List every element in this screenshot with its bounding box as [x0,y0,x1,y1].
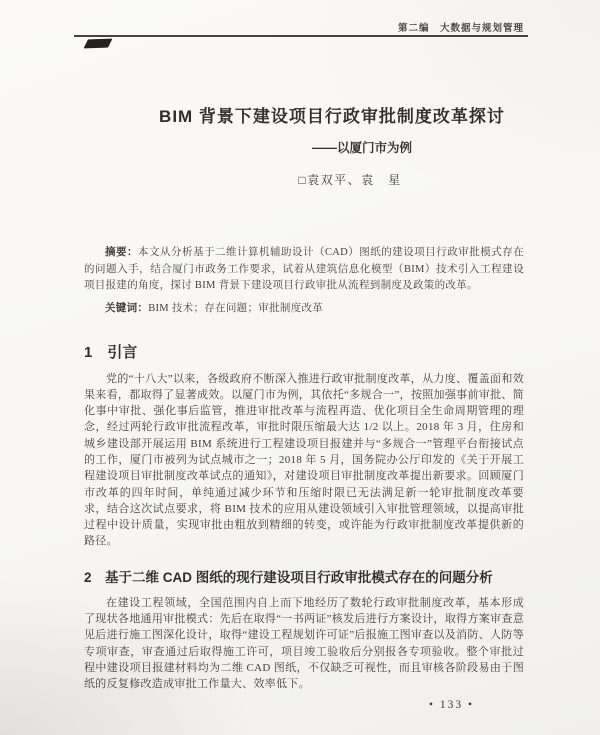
keywords-text: BIM 技术；存在问题；审批制度改革 [148,302,324,314]
article-title: BIM 背景下建设项目行政审批制度改革探讨 [159,107,505,126]
keywords-label: 关键词： [105,301,149,314]
article-subtitle: ——以厦门市为例 [311,141,412,155]
section-heading-problem-analysis: 2 基于二维 CAD 图纸的现行建设项目行政审批模式存在的问题分析 [84,569,493,585]
section-2-paragraph: 在建设工程领域，全国范围内自上而下地经历了数轮行政审批制度改革，基本形成了现状各地通用审批模式：先后在取得“一书两证”核发后进行方案设计，取得方案审查意见后进行施工图深化设计，取得“建设工程规划许可证”后报施工图审查以及消防、人防等专项审查，审查通过后取得施工许可，项目竣工验收后分别报各专项验收。整个审批过程中建设项目报建材料均为二维 CAD 图纸，不仅缺乏可视性，而且审核各阶段易由于图纸的反复修改造成审批工作量大、效率低下。 [84,596,524,691]
abstract-label: 摘要： [105,246,138,258]
article-content [84,0,524,735]
section-heading-introduction: 1 引言 [84,343,138,361]
page-number: • 133 • [428,699,474,711]
keywords-block [84,300,524,317]
running-header: 第二编 大数据与规划管理 [397,23,524,34]
abstract-block [84,244,524,295]
section-1-paragraph: 党的“十八大”以来，各级政府不断深入推进行政审批制度改革，从力度、覆盖面和效果来看，都取得了显著成效。以厦门市为例，其依托“多规合一”，按照加强事前审批、简化事中审批、强化事后监管，推进审批改革与流程再造、优化项目全生命周期管理的理念，经过两轮行政审批流程改革，审批时限压缩最大达 1/2 以上。2018 年 3 月，住房和城乡建设部开展运用 BIM 系统进行工程建设项目报建并与“多规合一”管理平台衔接试点的工作，厦门市被列为试点城市之一；2018 年 5 月，国务院办公厅印发的《关于开展工程建设项目审批制度改革试点的通知》，对建设项目审批制度改革提出新要求。回顾厦门市改革的四年时间，单纯通过减少环节和压缩时限已无法满足新一轮审批制度改革要求，结合这次试点要求，将 BIM 技术的应用从建设领域引入审批管理领域，以提高审批过程中设计质量，实现审批由粗放到精细的转变，或许能为行政审批制度改革提供新的路径。 [84,372,524,548]
abstract-text: 本文从分析基于二维计算机辅助设计（CAD）图纸的建设项目行政审批模式存在的问题入手，结合厦门市政务工作要求，试着从建筑信息化模型（BIM）技术引入工程建设项目报建的角度，探讨 BIM 背景下建设项目行政审批从流程到制度及政策的改革。 [84,247,524,291]
article-authors: □袁双平、袁 星 [298,173,402,187]
